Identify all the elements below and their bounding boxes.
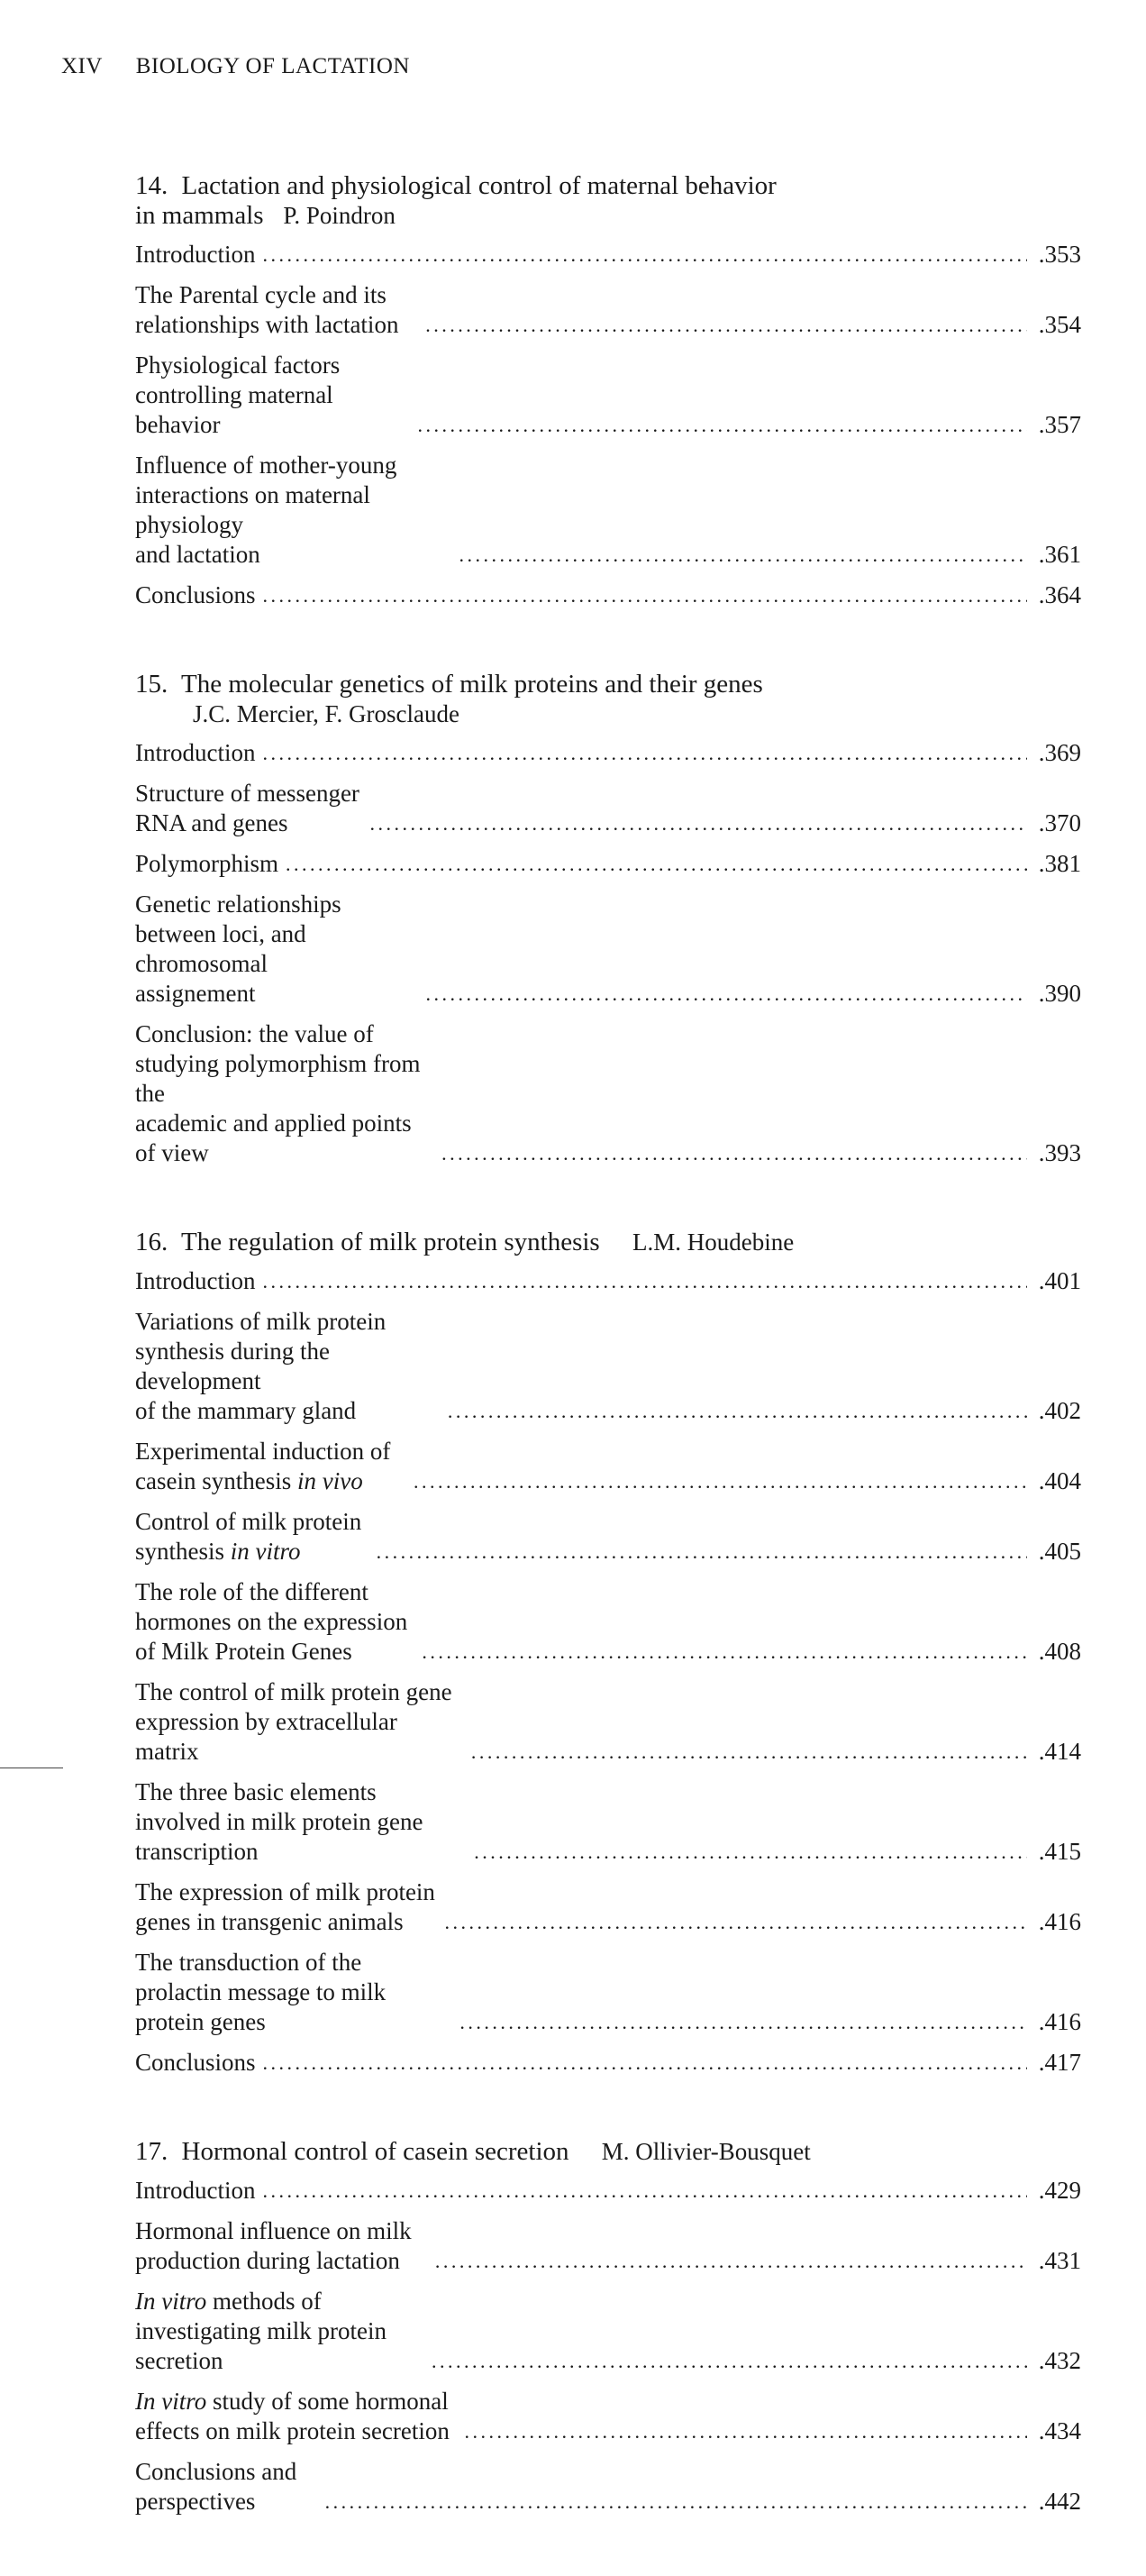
entry-title-main: Control of milk protein synthesis (135, 1508, 362, 1565)
entry-page: .364 (1038, 581, 1081, 608)
chapter-authors: M. Ollivier-Bousquet (601, 2138, 811, 2165)
toc-entry[interactable] (135, 849, 1081, 879)
entry-page: .417 (1038, 2049, 1081, 2076)
leader-dots (465, 2416, 1027, 2446)
entry-page: .361 (1038, 541, 1081, 568)
leader-dots (474, 1837, 1027, 1867)
entry-title: The three basic elements involved in milk protein gene transcription (135, 1778, 423, 1865)
leader-dots (262, 1266, 1027, 1296)
entry-page: .432 (1038, 2347, 1081, 2374)
entry-title-line2: academic and applied points of view (135, 1110, 412, 1166)
chapter-title-cont: in mammals (135, 201, 264, 230)
leader-dots (435, 2246, 1027, 2276)
leader-dots (262, 240, 1027, 269)
entry-title: Conclusions (135, 2049, 256, 2076)
entry-page: .381 (1038, 850, 1081, 877)
toc-entry[interactable] (135, 351, 1081, 440)
toc-entry[interactable] (135, 1677, 1081, 1767)
entry-title-italic: in vivo (296, 1467, 363, 1494)
entry-page: .405 (1038, 1538, 1081, 1565)
toc-entry[interactable] (135, 240, 1081, 269)
entry-title (135, 1307, 441, 1426)
entry-title-main: methods of investigating milk protein secretion (135, 2288, 387, 2374)
running-head (61, 54, 410, 79)
chapter-title (135, 171, 1081, 231)
toc-entry[interactable] (135, 1877, 1081, 1937)
entry-title: The Parental cycle and its relationships with lactation (135, 281, 399, 338)
leader-dots (425, 310, 1027, 340)
entry-page: .434 (1038, 2417, 1081, 2444)
toc-entry[interactable] (135, 1437, 1081, 1496)
running-title: BIOLOGY OF LACTATION (135, 54, 410, 78)
toc-entry[interactable] (135, 1266, 1081, 1296)
chapter-title (135, 670, 1081, 729)
toc-entry[interactable] (135, 580, 1081, 610)
toc-entry[interactable] (135, 1307, 1081, 1426)
leader-dots (459, 540, 1027, 570)
leader-dots (414, 1466, 1027, 1496)
entry-title: Conclusions and perspectives (135, 2458, 297, 2515)
entry-title: Hormonal influence on milk production during lactation (135, 2217, 412, 2274)
toc-entry[interactable] (135, 1507, 1081, 1567)
entry-title-line2: and lactation (135, 541, 260, 568)
entry-page: .357 (1038, 411, 1081, 438)
chapter-15 (135, 670, 1081, 1168)
toc-entry[interactable] (135, 1019, 1081, 1168)
entry-title-line1: Conclusion: the value of studying polymorphism from the (135, 1020, 421, 1107)
toc-entry[interactable] (135, 451, 1081, 570)
entry-title-italic: In vitro (135, 2288, 207, 2315)
toc-entry[interactable] (135, 2287, 1081, 2376)
chapter-number: 14. (135, 171, 168, 200)
chapter-14 (135, 171, 1081, 610)
toc-entry[interactable] (135, 2457, 1081, 2517)
entry-title: Conclusions (135, 581, 256, 608)
entry-title (135, 890, 419, 1009)
entry-page: .402 (1038, 1397, 1081, 1424)
leader-dots (325, 2487, 1027, 2517)
chapter-authors: P. Poindron (283, 202, 396, 229)
entry-page: .414 (1038, 1738, 1081, 1765)
leader-dots (444, 1907, 1027, 1937)
entry-title (135, 1507, 369, 1567)
leader-dots (418, 410, 1027, 440)
entry-title-line1: The role of the different hormones on the expression (135, 1578, 408, 1635)
entry-title (135, 2387, 458, 2446)
entry-title-main: Experimental induction of casein synthesis (135, 1438, 391, 1494)
entry-title: The expression of milk protein genes in transgenic animals (135, 1878, 435, 1935)
toc-entry[interactable] (135, 1948, 1081, 2037)
entry-page: .415 (1038, 1838, 1081, 1865)
chapter-title (135, 2137, 1081, 2167)
leader-dots (448, 1396, 1027, 1426)
toc-entry[interactable] (135, 1777, 1081, 1867)
entry-page: .431 (1038, 2247, 1081, 2274)
entry-title-line1: Genetic relationships between loci, and chromosomal (135, 891, 341, 977)
toc-entry[interactable] (135, 1577, 1081, 1667)
entry-title-line2: of Milk Protein Genes (135, 1638, 352, 1665)
leader-dots (262, 2176, 1027, 2206)
toc-entry[interactable] (135, 738, 1081, 768)
entry-title: The transduction of the prolactin message to milk protein genes (135, 1949, 387, 2035)
entry-title (135, 2287, 424, 2376)
toc-entry[interactable] (135, 280, 1081, 340)
entry-page: .401 (1038, 1267, 1081, 1294)
leader-dots (263, 580, 1027, 610)
entry-title: Polymorphism (135, 850, 279, 877)
chapter-authors: L.M. Houdebine (632, 1229, 795, 1256)
entry-title-line1: Influence of mother-young interactions on maternal physiology (135, 452, 397, 538)
entry-title (135, 1577, 414, 1667)
entry-title: Structure of messenger RNA and genes (135, 780, 359, 836)
entry-page: .354 (1038, 311, 1081, 338)
entry-page: .408 (1038, 1638, 1081, 1665)
toc-entry[interactable] (135, 2216, 1081, 2276)
entry-title-line2: of the mammary gland (135, 1397, 357, 1424)
chapter-number: 15. (135, 670, 168, 699)
entry-title-line1: Variations of milk protein synthesis during the development (135, 1308, 387, 1394)
chapter-17 (135, 2137, 1081, 2517)
entry-title-italic: In vitro (135, 2388, 207, 2415)
leader-dots (262, 738, 1027, 768)
entry-page: .416 (1038, 1908, 1081, 1935)
chapter-title (135, 1228, 1081, 1257)
chapter-authors: J.C. Mercier, F. Grosclaude (193, 700, 459, 727)
leader-dots (377, 1537, 1027, 1567)
toc-entry[interactable] (135, 2387, 1081, 2446)
toc-entry[interactable] (135, 779, 1081, 838)
entry-title-main: study of some hormonal effects on milk protein secretion (135, 2388, 450, 2444)
entry-page: .404 (1038, 1467, 1081, 1494)
entry-title (135, 1437, 406, 1496)
toc-entry[interactable] (135, 2048, 1081, 2078)
entry-title (135, 451, 451, 570)
chapter-16 (135, 1228, 1081, 2078)
entry-title: Physiological factors controlling maternal behavior (135, 352, 341, 438)
leader-dots (459, 2007, 1027, 2037)
entry-page: .390 (1038, 980, 1081, 1007)
leader-dots (263, 2048, 1027, 2078)
leader-dots (441, 1138, 1027, 1168)
leader-dots (422, 1637, 1027, 1667)
chapter-title-text: Lactation and physiological control of maternal behavior (181, 171, 777, 200)
entry-page: .369 (1038, 739, 1081, 766)
leader-dots (286, 849, 1027, 879)
chapter-number: 16. (135, 1228, 168, 1256)
entry-title: The control of milk protein gene expression by extracellular matrix (135, 1678, 452, 1765)
entry-page: .429 (1038, 2177, 1081, 2204)
entry-page: .393 (1038, 1139, 1081, 1166)
entry-title-italic: in vitro (230, 1538, 301, 1565)
entry-title-line2: assignement (135, 980, 256, 1007)
entry-page: .442 (1038, 2488, 1081, 2515)
toc-entry[interactable] (135, 2176, 1081, 2206)
entry-title: Introduction (135, 2177, 256, 2204)
entry-title: Introduction (135, 739, 256, 766)
toc-entry[interactable] (135, 890, 1081, 1009)
leader-dots (369, 808, 1027, 838)
entry-title: Introduction (135, 1267, 256, 1294)
entry-title (135, 1019, 434, 1168)
chapter-title-text: The regulation of milk protein synthesis (180, 1228, 600, 1256)
entry-page: .370 (1038, 809, 1081, 836)
entry-page: .416 (1038, 2008, 1081, 2035)
leader-dots (426, 979, 1028, 1009)
leader-dots (432, 2346, 1027, 2376)
page-folio: XIV (61, 54, 103, 78)
chapter-title-text: Hormonal control of casein secretion (181, 2137, 569, 2166)
leader-dots (471, 1737, 1027, 1767)
entry-title: Introduction (135, 241, 256, 268)
chapter-title-text: The molecular genetics of milk proteins and their genes (180, 670, 763, 699)
table-of-contents (135, 171, 1081, 2576)
chapter-number: 17. (135, 2137, 168, 2166)
entry-page: .353 (1038, 241, 1081, 268)
